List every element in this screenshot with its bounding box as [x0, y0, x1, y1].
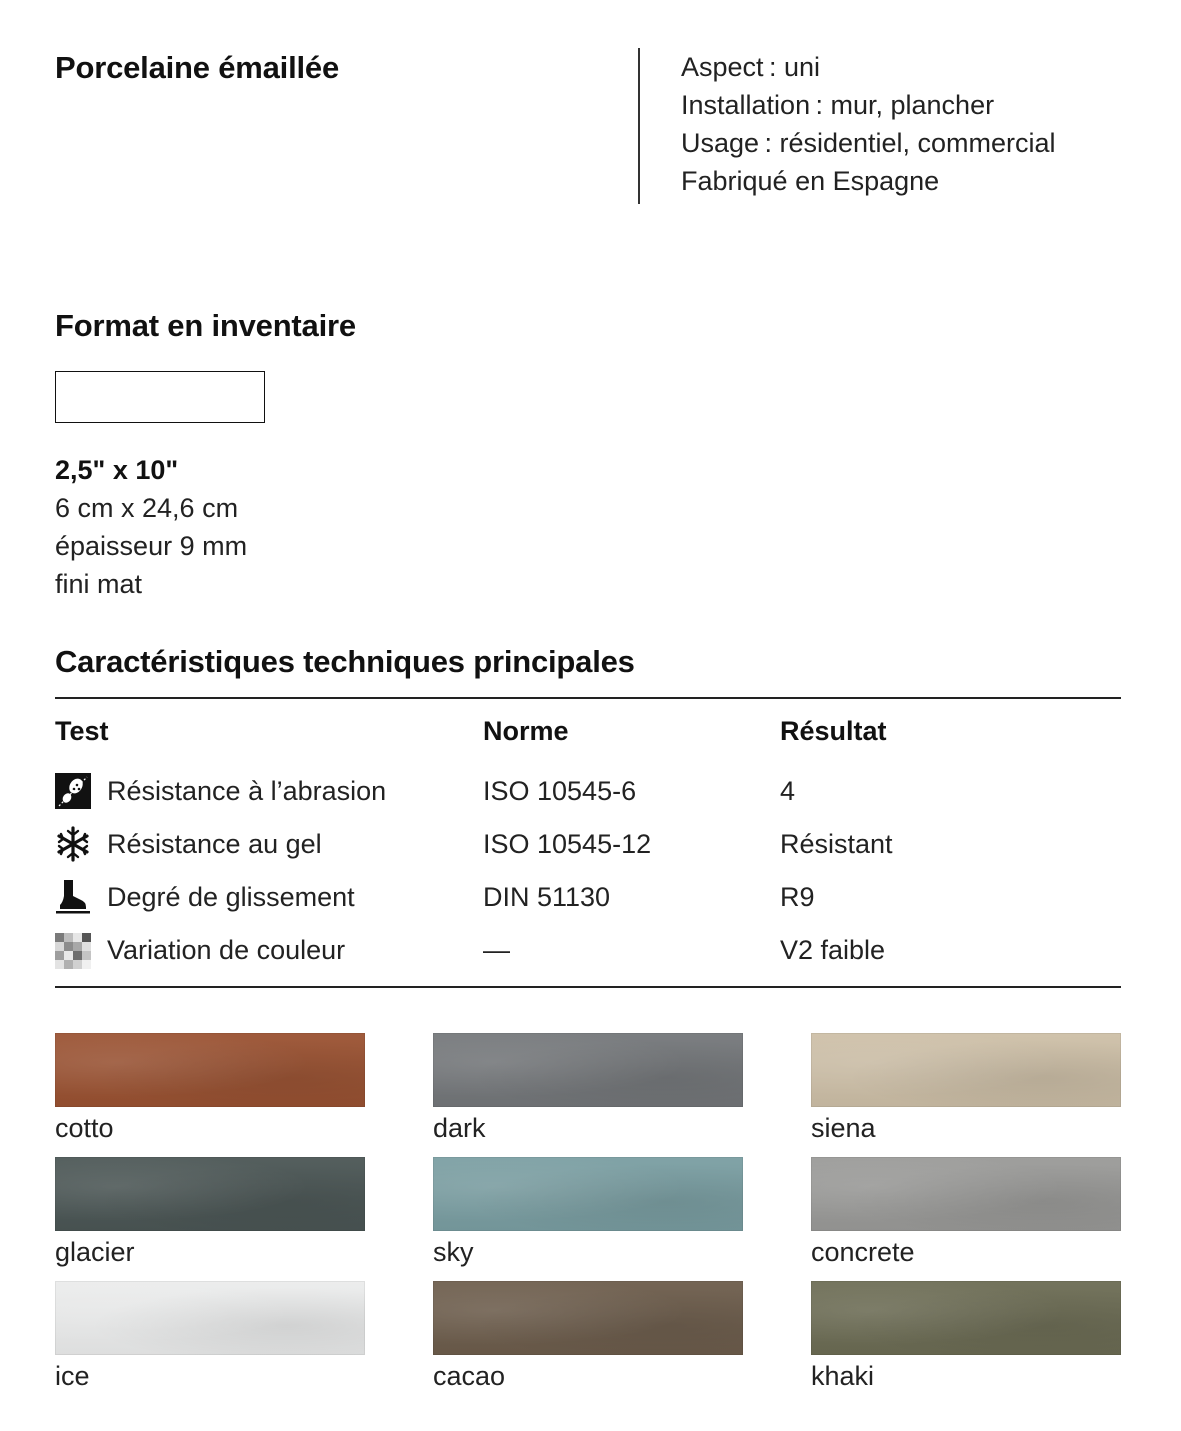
swatch-dark [433, 1033, 743, 1107]
test-name: Résistance à l’abrasion [107, 776, 387, 806]
tile-format-outline [55, 371, 265, 423]
table-top-rule [55, 697, 1121, 699]
swatch-cacao [433, 1281, 743, 1355]
test-norm: ISO 10545-12 [483, 829, 652, 859]
material-title: Porcelaine émaillée [55, 50, 339, 85]
abrasion-icon [55, 773, 91, 809]
test-result: R9 [780, 882, 815, 912]
test-result: Résistant [780, 829, 893, 859]
test-norm: DIN 51130 [483, 882, 611, 912]
swatch-siena [811, 1033, 1121, 1107]
spec-aspect: Aspect : uni [681, 52, 820, 82]
test-norm: ISO 10545-6 [483, 776, 637, 806]
swatch-concrete [811, 1157, 1121, 1231]
test-name: Variation de couleur [107, 935, 346, 965]
table-bottom-rule [55, 986, 1121, 988]
color-label: glacier [55, 1237, 135, 1267]
tech-title: Caractéristiques techniques principales [55, 644, 635, 679]
table-row [0, 765, 1181, 818]
header-divider [638, 48, 640, 204]
thickness: épaisseur 9 mm [55, 531, 248, 561]
table-row [0, 924, 1181, 977]
color-label: dark [433, 1113, 486, 1143]
color-label: khaki [811, 1361, 875, 1391]
swatch-cotto [55, 1033, 365, 1107]
spec-installation: Installation : mur, plancher [681, 90, 995, 120]
test-name: Résistance au gel [107, 829, 322, 859]
table-row [0, 818, 1181, 871]
spec-usage: Usage : résidentiel, commercial [681, 128, 1056, 158]
snowflake-icon [55, 826, 91, 862]
finish: fini mat [55, 569, 143, 599]
color-label: concrete [811, 1237, 915, 1267]
header-result: Résultat [780, 716, 887, 746]
swatch-khaki [811, 1281, 1121, 1355]
test-norm: — [483, 935, 510, 965]
table-row [0, 871, 1181, 924]
size-imperial: 2,5" x 10" [55, 455, 179, 485]
spec-list [681, 48, 1056, 200]
format-dimensions [55, 451, 247, 603]
color-label: cotto [55, 1113, 114, 1143]
format-title: Format en inventaire [55, 308, 356, 343]
spec-origin: Fabriqué en Espagne [681, 166, 940, 196]
boot-icon [55, 878, 91, 914]
swatch-sky [433, 1157, 743, 1231]
swatch-glacier [55, 1157, 365, 1231]
color-label: siena [811, 1113, 876, 1143]
test-name: Degré de glissement [107, 882, 355, 912]
color-label: sky [433, 1237, 474, 1267]
swatch-ice [55, 1281, 365, 1355]
size-metric: 6 cm x 24,6 cm [55, 493, 239, 523]
test-result: V2 faible [780, 935, 886, 965]
color-label: cacao [433, 1361, 506, 1391]
header-test: Test [55, 716, 109, 746]
header-norm: Norme [483, 716, 569, 746]
color-variation-icon [55, 933, 91, 969]
test-result: 4 [780, 776, 796, 806]
color-label: ice [55, 1361, 90, 1391]
